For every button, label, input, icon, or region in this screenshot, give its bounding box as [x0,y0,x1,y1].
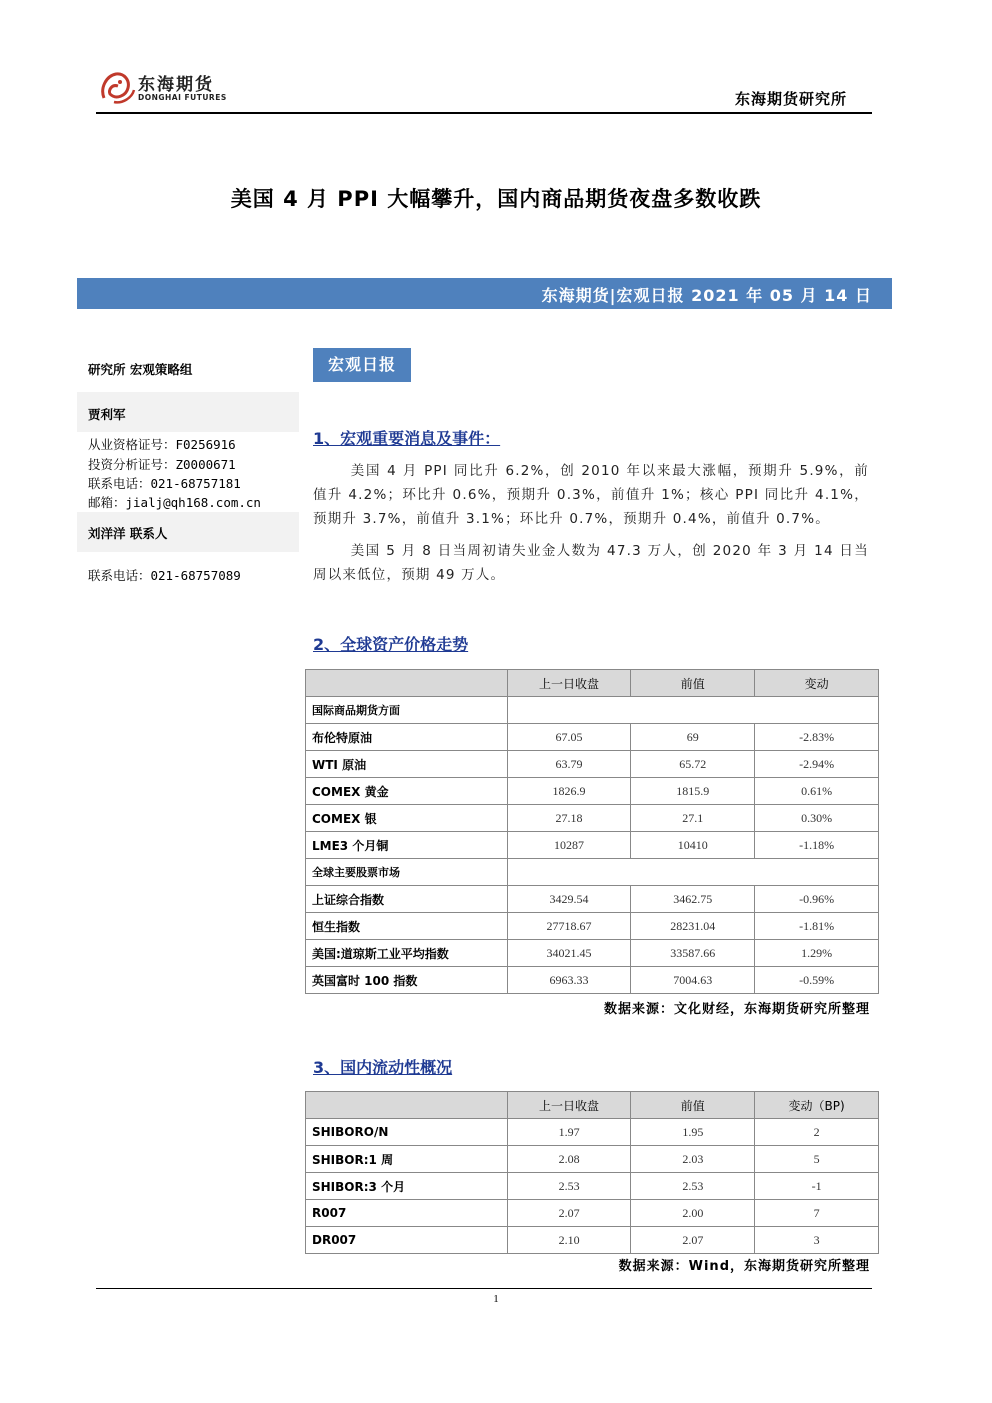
row-label: WTI 原油 [306,751,508,778]
table-cell [507,697,878,724]
table-cell: 6963.33 [507,967,631,994]
table-cell: 34021.45 [507,940,631,967]
table-header: 变动（BP) [755,1092,879,1119]
header-institute: 东海期货研究所 [735,90,848,108]
row-label: 美国:道琼斯工业平均指数 [306,940,508,967]
table-row [306,724,879,751]
analyst1-name: 贾利军 [88,407,126,422]
row-label: COMEX 银 [306,805,508,832]
table-cell: 2.00 [631,1200,755,1227]
table-row [306,967,879,994]
section-1-heading: 1、宏观重要消息及事件： [313,429,501,448]
table-cell: 10410 [631,832,755,859]
section-1-para-2: 美国 5 月 8 日当周初请失业金人数为 47.3 万人，创 2020 年 3 月 14 日当周以来低位，预期 49 万人。 [313,543,869,583]
table-row [306,1227,879,1254]
row-label: SHIBOR:3 个月 [306,1173,508,1200]
section-3-heading: 3、国内流动性概况 [313,1058,453,1077]
table-cell: 65.72 [631,751,755,778]
row-label: COMEX 黄金 [306,778,508,805]
table-cell: 2.10 [507,1227,631,1254]
table-row [306,778,879,805]
table-cell [507,859,878,886]
table-cell: 10287 [507,832,631,859]
date-banner [77,278,892,309]
footer-rule [96,1288,872,1289]
group-label: 国际商品期货方面 [306,697,508,724]
table-cell: 1.95 [631,1119,755,1146]
table-cell: 63.79 [507,751,631,778]
table-cell: -1 [755,1173,879,1200]
analyst1-cert: 从业资格证号：F0256916 [88,437,236,452]
table-cell: 1815.9 [631,778,755,805]
analyst1-phone: 联系电话：021-68757181 [88,476,241,491]
table-header: 变动 [755,670,879,697]
table-header [306,1092,508,1119]
section-1-para-1: 美国 4 月 PPI 同比升 6.2%，创 2010 年以来最大涨幅，预期升 5.9%，前值升 4.2%；环比升 0.6%，预期升 0.3%，前值升 1%；核心 PPI 同比升 4.1%，预期升 3.7%，前值升 3.1%；环比升 0.7%，预期升 0.4%，前值升 0.7%。 [313,463,869,527]
row-label: 恒生指数 [306,913,508,940]
table-cell: 1.29% [755,940,879,967]
table-cell: 5 [755,1146,879,1173]
row-label: LME3 个月铜 [306,832,508,859]
table-row [306,832,879,859]
table-header: 前值 [631,670,755,697]
asset-price-table [305,669,879,994]
table-row [306,1146,879,1173]
table-row [306,751,879,778]
page-number: 1 [493,1293,499,1305]
page-title: 美国 4 月 PPI 大幅攀升，国内商品期货夜盘多数收跌 [230,187,762,211]
table-cell: 69 [631,724,755,751]
table-header: 上一日收盘 [507,670,631,697]
table-row [306,1119,879,1146]
table-cell: 2.53 [631,1173,755,1200]
analyst2-phone: 联系电话：021-68757089 [88,568,241,583]
row-label: 布伦特原油 [306,724,508,751]
table-cell: 33587.66 [631,940,755,967]
table-header: 上一日收盘 [507,1092,631,1119]
table-cell: 2.07 [631,1227,755,1254]
table-row [306,886,879,913]
table-row [306,805,879,832]
row-label: 英国富时 100 指数 [306,967,508,994]
report-tag: 宏观日报 [313,348,411,382]
table-row [306,670,879,697]
table-header: 前值 [631,1092,755,1119]
table-cell: -2.83% [755,724,879,751]
analyst1-email[interactable]: 邮箱：jialj@qh168.com.cn [88,495,261,510]
table-cell: 7 [755,1200,879,1227]
table-cell: 0.30% [755,805,879,832]
liquidity-table [305,1091,879,1254]
sidebar-dept: 研究所 宏观策略组 [88,362,193,377]
table-row [306,940,879,967]
logo-text-en: DONGHAI FUTURES [138,93,227,102]
table-cell: 27.1 [631,805,755,832]
table-cell: 27.18 [507,805,631,832]
header-rule [96,112,872,114]
row-label: SHIBORO/N [306,1119,508,1146]
table2-source: 数据来源：Wind，东海期货研究所整理 [618,1259,870,1274]
row-label: DR007 [306,1227,508,1254]
table-cell: 1.97 [507,1119,631,1146]
table-cell: -1.18% [755,832,879,859]
analyst1-invest: 投资分析证号：Z0000671 [88,457,236,472]
section-2-heading: 2、全球资产价格走势 [313,635,469,654]
table-cell: 2.07 [507,1200,631,1227]
section-1-body [313,459,869,587]
table-cell: 3 [755,1227,879,1254]
table-row [306,1200,879,1227]
table-row [306,1092,879,1119]
table-cell: 3429.54 [507,886,631,913]
table-cell: 27718.67 [507,913,631,940]
table-cell: 3462.75 [631,886,755,913]
banner-text: 东海期货|宏观日报 2021 年 05 月 14 日 [541,286,872,305]
table-cell: -1.81% [755,913,879,940]
table-cell: 28231.04 [631,913,755,940]
table-group-row [306,697,879,724]
table-cell: 2 [755,1119,879,1146]
analyst2-name: 刘洋洋 联系人 [88,526,168,541]
table-row [306,913,879,940]
table1-source: 数据来源：文化财经，东海期货研究所整理 [603,1002,870,1017]
table-cell: 2.53 [507,1173,631,1200]
table-header [306,670,508,697]
group-label: 全球主要股票市场 [306,859,508,886]
table-row [306,1173,879,1200]
table-cell: -2.94% [755,751,879,778]
table-cell: 7004.63 [631,967,755,994]
table-cell: 2.03 [631,1146,755,1173]
table-cell: 2.08 [507,1146,631,1173]
table-cell: 0.61% [755,778,879,805]
row-label: SHIBOR:1 周 [306,1146,508,1173]
row-label: R007 [306,1200,508,1227]
table-cell: -0.59% [755,967,879,994]
table-cell: 1826.9 [507,778,631,805]
logo-text-cn: 东海期货 [138,75,214,95]
table-cell: -0.96% [755,886,879,913]
table-cell: 67.05 [507,724,631,751]
table-group-row [306,859,879,886]
row-label: 上证综合指数 [306,886,508,913]
